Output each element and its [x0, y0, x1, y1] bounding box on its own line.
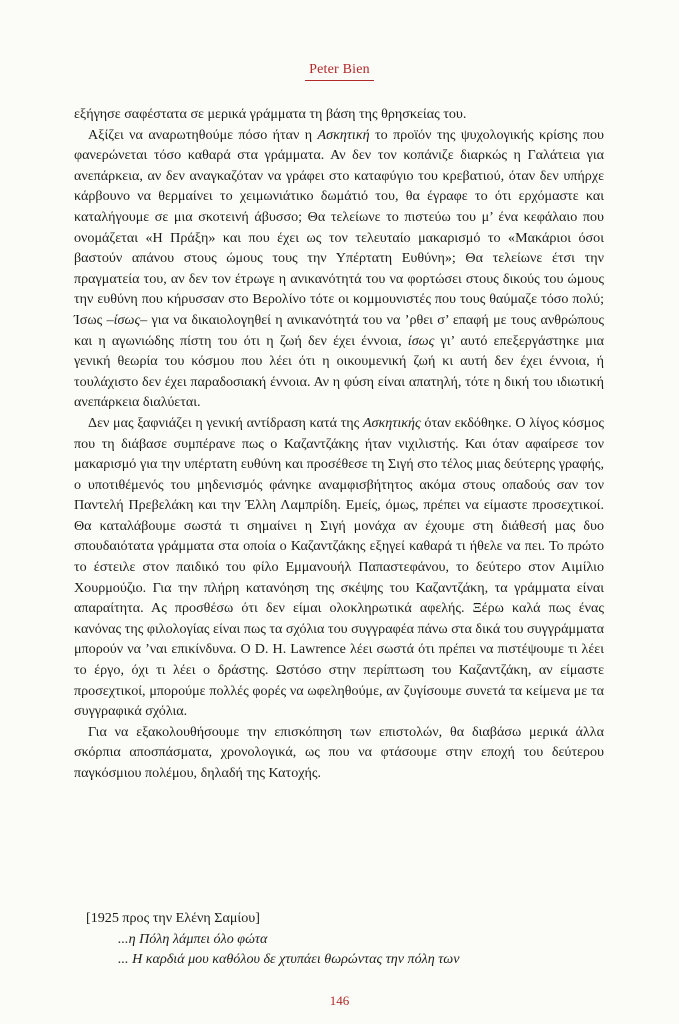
header-author-name: Peter Bien	[305, 62, 374, 81]
letter-heading: [1925 προς την Ελένη Σαμίου]	[86, 910, 260, 926]
page-number: 146	[329, 993, 350, 1008]
paragraph-2	[74, 125, 604, 413]
paragraph-4	[74, 722, 604, 784]
italic-text-run: –ίσως–	[106, 311, 148, 328]
text-run: Για να εξακολουθήσουμε την επισκόπηση των επιστολών, θα διαβάσω μερικά άλλα σκόρπια αποσπάσματα, χρονολογικά, ως που να φτάσουμε στην εποχή του δεύτερου παγκόσμιου πολέμου, δηλαδή της Κατοχής.	[74, 723, 604, 781]
text-run: το προϊόν της ψυχολογικής κρίσης που φανερώνεται τόσο καθαρά στα γράμματα. Αν δεν τον κοπάνιζε διαρκώς η Γαλάτεια για ανεπάρκεια, αν δεν αναγκαζόταν να γράφει στο καταφύγιο του κρεβατιού, όταν δεν υπήρχε κάρβουνο να θερμαίνει το χειμωνιάτικο δωμάτιό του, θα έγραφε το ότι ερχόμαστε και καταλήγουμε σε μια σκοτεινή άβυσσο; Θα τελείωνε το πιστεύω του μ’ ένα κεφάλαιο που ονομάζεται «Η Πράξη» και που έχει ως τον τελευταίο μακαρισμό το «Μακάριοι όσοι βαστούν απάνου στους ώμους τους την Υπέρτατη Ευθύνη»; Θα τελείωνε έτσι την πραγματεία του, αν δεν τον έτρωγε η ανικανότητά του να φορτώσει στους δικούς του ώμους την ευθύνη που κήρυσσαν στο Βερολίνο τότε οι κομμουνιστές που τους θαύμαζε τόσο πολύ; Ίσως	[74, 126, 604, 328]
text-run: εξήγησε σαφέστατα σε μερικά γράμματα τη βάση της θρησκείας του.	[74, 106, 467, 122]
italic-text-run: ίσως	[407, 332, 435, 349]
italic-text-run: Ασκητικής	[362, 414, 421, 431]
text-run: Αξίζει να αναρωτηθούμε πόσο ήταν η	[88, 126, 318, 143]
text-run: Δεν μας ξαφνιάζει η γενική αντίδραση κατά της	[88, 414, 363, 431]
paragraph-3	[74, 413, 604, 722]
paragraph-1	[74, 104, 604, 125]
letter-quote-line: ... Η καρδιά μου καθόλου δε χτυπάει θωρώντας την πόλη των	[118, 951, 460, 968]
text-run: για να δικαιολογηθεί η ανικανότητά του να ’ρθει σ’ επαφή με τους ανθρώπους και η αγωνιώδης πίστη του ότι η ζωή δεν έχει έννοια,	[74, 311, 604, 349]
letter-excerpt	[86, 908, 606, 970]
text-run: γι’ αυτό επεξεργάστηκε μια γενική θεωρία του κόσμου που λέει ότι η οικουμενική ζωή κι αυτή δεν έχει έννοια, ή τουλάχιστο δεν έχει παραδοσιακή έννοια. Αν η φύση είναι απατηλή, τότε η δική του ιδιωτική ανεπάρκεια διαλύεται.	[74, 332, 604, 411]
body-text	[74, 104, 604, 784]
running-header	[0, 60, 679, 81]
letter-quote-line: ...η Πόλη λάμπει όλο φώτα	[118, 930, 268, 947]
italic-text-run: Ασκητική	[317, 126, 370, 143]
text-run: όταν εκδόθηκε. Ο λίγος κόσμος που τη διάβασε συμπέρανε πως ο Καζαντζάκης ήταν νιχιλιστής. Και όταν αφαίρεσε τον μακαρισμό για την υπέρτατη ευθύνη και προσέθεσε τη Σιγή στο τέλος μιας δεύτερης γραφής, ο υποτιθέμενός του μηδενισμός φάνηκε αναμφισβήτητος ακόμα στους οπαδούς σαν τον Παντελή Πρεβελάκη και την Έλλη Λαμπρίδη. Εμείς, όμως, πρέπει να είμαστε προσεχτικοί. Θα καταλάβουμε σωστά τι σημαίνει η Σιγή μονάχα αν έχουμε στη διάθεσή μας δυο σπουδαιότατα γράμματα στα οποία ο Καζαντζάκης εξηγεί καθαρά τι ήθελε να πει. Το πρώτο το έστειλε στον παιδικό του φίλο Εμμανουήλ Παπαστεφάνου, το δεύτερο στον Αιμίλιο Χουρμούζιο. Για την πλήρη κατανόηση της σκέψης του Καζαντζάκη, τα γράμματα είναι απαραίτητα. Ας προσθέσω ότι δεν είμαι ολοκληρωτικά αφελής. Ξέρω καλά πως ένας κανόνας της φιλολογίας είναι πως τα σχόλια του συγγραφέα πάνω στα δικά του συγγράμματα μπορούν να ’ναι επικίνδυνα. Ο D. H. Lawrence λέει σωστά ότι πρέπει να πιστέψουμε τι λέει το έργο, όχι τι λέει ο δράστης. Ωστόσο στην περίπτωση του Καζαντζάκη, αν είμαστε προσεχτικοί, μπορούμε πολλές φορές να ωφεληθούμε, αν ζυγίσουμε συνετά τα κείμενα με τα συγγραφικά σχόλια.	[74, 414, 604, 720]
